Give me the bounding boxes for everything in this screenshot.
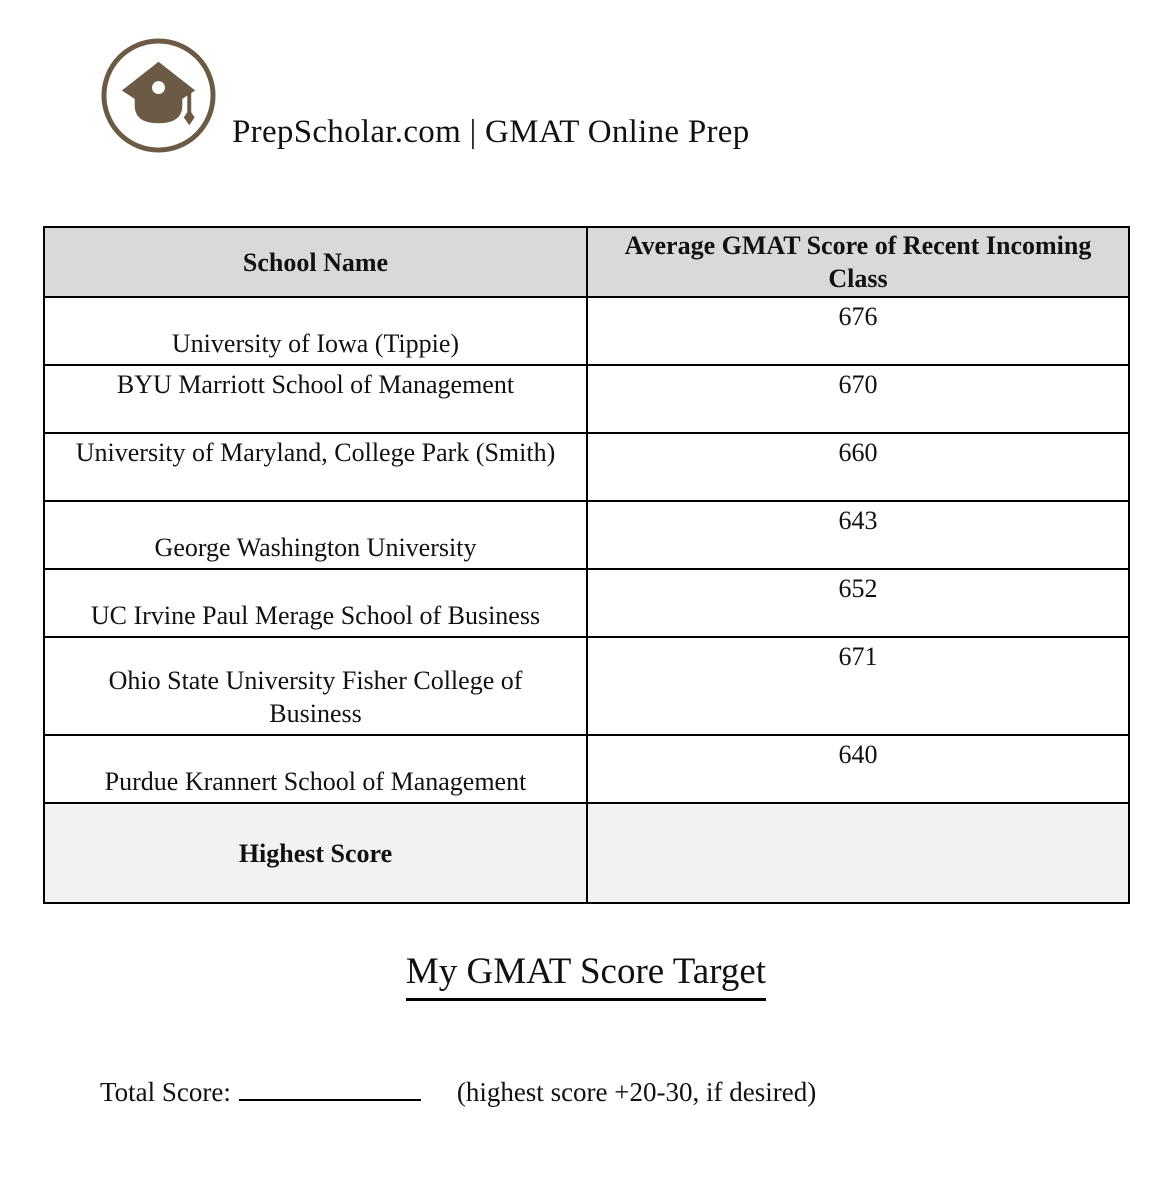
graduation-cap-logo-icon	[99, 36, 218, 155]
school-name-cell: University of Iowa (Tippie)	[44, 297, 587, 365]
table-row	[44, 735, 1129, 803]
gmat-score-table	[43, 226, 1130, 904]
total-score-blank	[239, 1075, 421, 1101]
score-cell: 640	[587, 735, 1129, 803]
table-row	[44, 637, 1129, 735]
header	[0, 0, 1172, 155]
table-header-row	[44, 227, 1129, 297]
table-row	[44, 501, 1129, 569]
highest-score-label: Highest Score	[44, 803, 587, 903]
target-section-title: My GMAT Score Target	[406, 950, 766, 1001]
avg-score-column-header: Average GMAT Score of Recent Incoming Class	[587, 227, 1129, 297]
score-cell: 670	[587, 365, 1129, 433]
score-cell: 643	[587, 501, 1129, 569]
school-name-column-header: School Name	[44, 227, 587, 297]
school-name-cell: BYU Marriott School of Management	[44, 365, 587, 433]
table-row	[44, 569, 1129, 637]
brand-text: PrepScholar.com | GMAT Online Prep	[232, 114, 750, 150]
school-name-cell: University of Maryland, College Park (Smith)	[44, 433, 587, 501]
school-name-cell: George Washington University	[44, 501, 587, 569]
school-name-cell: Purdue Krannert School of Management	[44, 735, 587, 803]
highest-score-value-cell	[587, 803, 1129, 903]
highest-score-row	[44, 803, 1129, 903]
table-row	[44, 365, 1129, 433]
score-cell: 676	[587, 297, 1129, 365]
total-score-line	[100, 1075, 1172, 1108]
target-section	[0, 950, 1172, 1001]
total-score-label: Total Score:	[100, 1077, 231, 1107]
table-body	[44, 297, 1129, 803]
score-cell: 660	[587, 433, 1129, 501]
score-cell: 671	[587, 637, 1129, 735]
score-cell: 652	[587, 569, 1129, 637]
table-row	[44, 433, 1129, 501]
total-score-hint: (highest score +20-30, if desired)	[456, 1077, 817, 1107]
school-name-cell: UC Irvine Paul Merage School of Business	[44, 569, 587, 637]
school-name-cell: Ohio State University Fisher College of Business	[44, 637, 587, 735]
table-row	[44, 297, 1129, 365]
